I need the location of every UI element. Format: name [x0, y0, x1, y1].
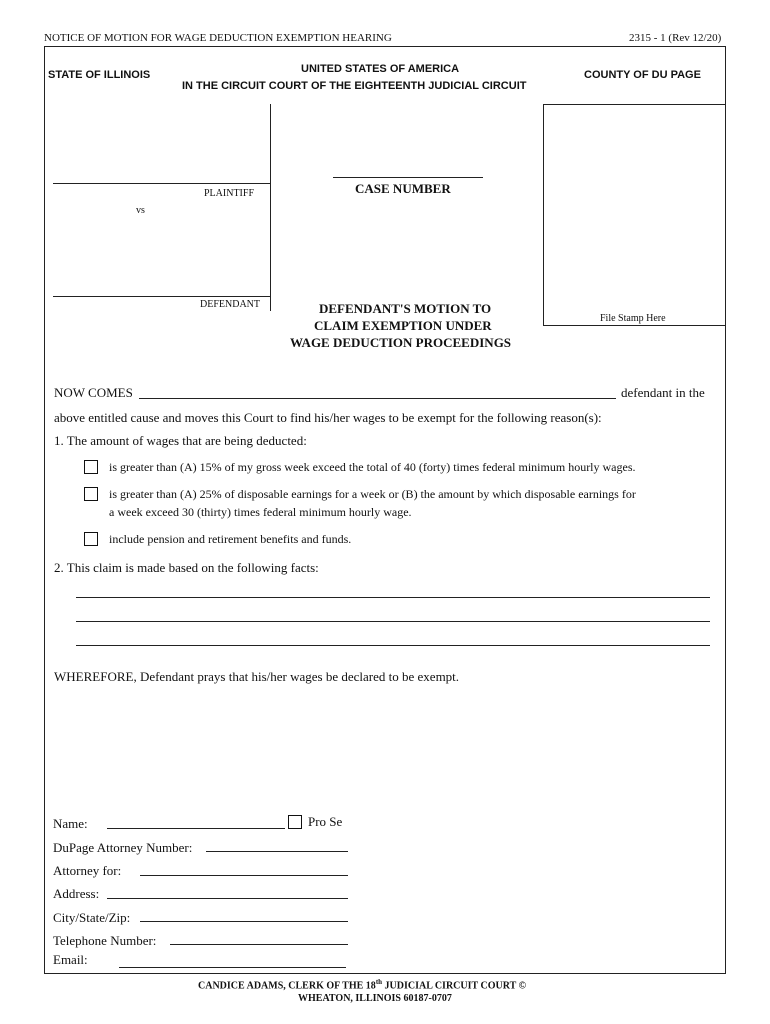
case-number-line[interactable]: [333, 177, 483, 178]
intro-line: above entitled cause and moves this Court to find his/her wages to be exempt for the following reason(s):: [54, 410, 602, 425]
defendant-line[interactable]: [53, 296, 270, 297]
option3-text: include pension and retirement benefits and funds.: [109, 532, 352, 546]
attorney-number-label: DuPage Attorney Number:: [53, 840, 193, 855]
facts-line-2[interactable]: [76, 621, 710, 622]
address-label: Address:: [53, 886, 100, 901]
option2-text-line2: a week exceed 30 (thirty) times federal minimum hourly wage.: [109, 505, 412, 519]
telephone-line[interactable]: [170, 944, 348, 945]
frame-bottom: [44, 973, 726, 974]
attorney-for-line[interactable]: [140, 875, 348, 876]
wherefore-text: WHEREFORE, Defendant prays that his/her wages be declared to be exempt.: [54, 669, 460, 684]
form-title: NOTICE OF MOTION FOR WAGE DEDUCTION EXEMPTION HEARING: [44, 32, 392, 44]
item2-label: 2. This claim is made based on the following facts:: [54, 560, 319, 575]
clerk-address-line: WHEATON, ILLINOIS 60187-0707: [298, 993, 452, 1004]
state-label: STATE OF ILLINOIS: [48, 69, 151, 81]
item1-label: 1. The amount of wages that are being deducted:: [54, 433, 307, 448]
address-line[interactable]: [107, 898, 348, 899]
clerk-line: CANDICE ADAMS, CLERK OF THE 18th JUDICIAL CIRCUIT COURT ©: [198, 978, 527, 992]
frame-left: [44, 46, 45, 974]
option2-checkbox[interactable]: [84, 487, 98, 501]
vs-label: vs: [136, 205, 145, 216]
telephone-label: Telephone Number:: [53, 933, 157, 948]
county-label: COUNTY OF DU PAGE: [584, 69, 701, 81]
case-number-label: CASE NUMBER: [355, 181, 451, 196]
file-stamp-box: [543, 104, 726, 326]
facts-line-1[interactable]: [76, 597, 710, 598]
motion-title-line3: WAGE DEDUCTION PROCEEDINGS: [290, 335, 512, 350]
motion-title-line2: CLAIM EXEMPTION UNDER: [314, 318, 492, 333]
plaintiff-label: PLAINTIFF: [204, 188, 255, 199]
country-label: UNITED STATES OF AMERICA: [301, 63, 460, 75]
defendant-in-the-label: defendant in the: [621, 385, 705, 400]
option3-checkbox[interactable]: [84, 532, 98, 546]
attorney-for-label: Attorney for:: [53, 863, 122, 878]
header-rule: [44, 46, 725, 47]
defendant-name-line[interactable]: [139, 398, 616, 399]
name-line[interactable]: [107, 828, 285, 829]
now-comes-label: NOW COMES: [54, 385, 133, 400]
defendant-label: DEFENDANT: [200, 299, 260, 310]
option1-text: is greater than (A) 15% of my gross week exceed the total of 40 (forty) times federal minimum hourly wages.: [109, 460, 636, 474]
option1-checkbox[interactable]: [84, 460, 98, 474]
email-label: Email:: [53, 952, 88, 967]
email-line[interactable]: [119, 967, 346, 968]
attorney-number-line[interactable]: [206, 851, 348, 852]
pro-se-checkbox[interactable]: [288, 815, 302, 829]
plaintiff-line[interactable]: [53, 183, 270, 184]
city-state-zip-label: City/State/Zip:: [53, 910, 131, 925]
city-state-zip-line[interactable]: [140, 921, 348, 922]
pro-se-label: Pro Se: [308, 814, 343, 829]
facts-line-3[interactable]: [76, 645, 710, 646]
form-number: 2315 - 1 (Rev 12/20): [629, 32, 722, 44]
court-label: IN THE CIRCUIT COURT OF THE EIGHTEENTH JUDICIAL CIRCUIT: [182, 80, 527, 92]
option2-text-line1: is greater than (A) 25% of disposable earnings for a week or (B) the amount by which disposable earnings for: [109, 487, 636, 501]
file-stamp-label: File Stamp Here: [600, 313, 666, 324]
caption-left-divider: [270, 104, 271, 311]
name-label: Name:: [53, 816, 88, 831]
motion-title-line1: DEFENDANT'S MOTION TO: [319, 301, 492, 316]
